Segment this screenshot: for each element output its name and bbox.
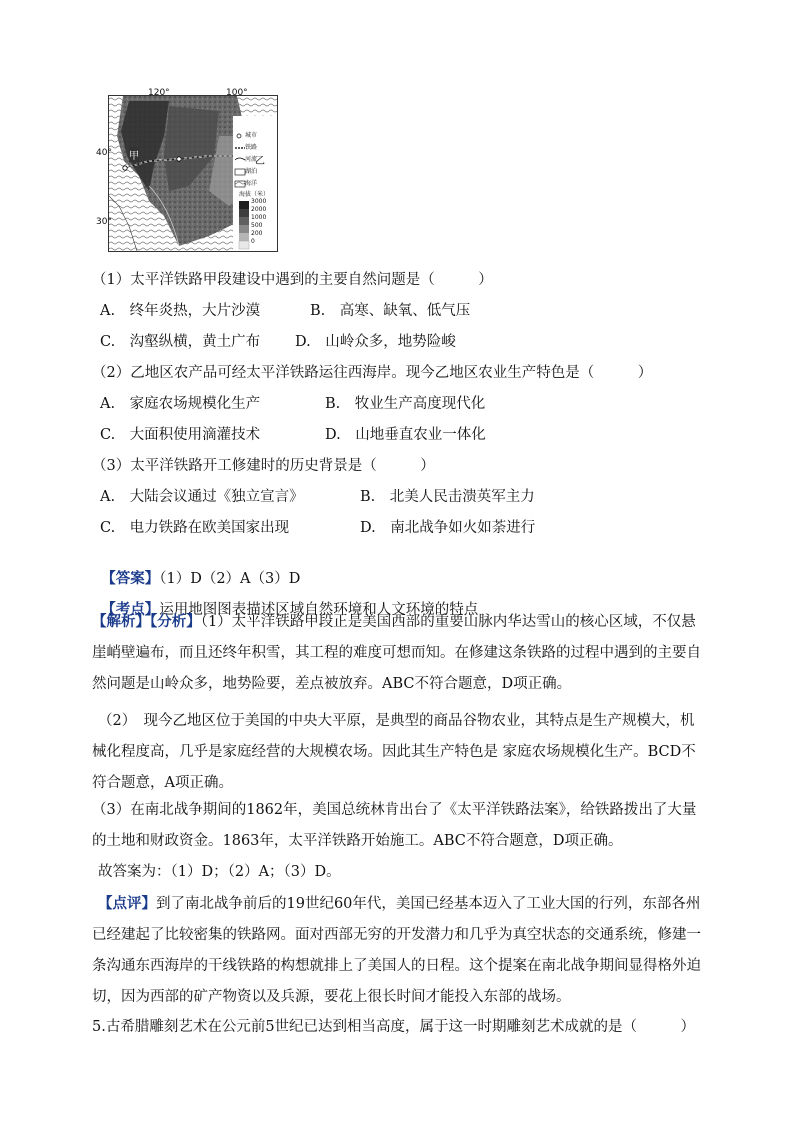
q1-option-a: A. 终年炎热，大片沙漠 [100, 303, 261, 319]
city-west [123, 166, 127, 170]
q3-option-b: B. 北美人民击溃英军主力 [360, 489, 535, 505]
jiexi-paragraph-1: 【解析】【分析】（1）太平洋铁路甲段正是美国西部的重要山脉内华达雪山的核心区域，不仅悬崖峭壁遍布，而且还终年积雪，其工程的难度可想而知。在修建这条铁路的过程中遇到的主要自然问题是山岭众多，地势险要，差点被放弃。ABC不符合题意，D项正确。 [92, 613, 701, 692]
legend-lake: 湖泊 [245, 168, 258, 175]
elev-1000-swatch [239, 217, 249, 225]
city-legend-icon [237, 134, 241, 138]
q1-option-c: C. 沟壑纵横，黄土广布 [100, 334, 261, 350]
answer-tag: 【答案】 [101, 570, 160, 587]
jiexi-conclusion: 故答案为：（1）D；（2）A；（3）D。 [98, 864, 341, 880]
dianping-tag: 【点评】 [98, 895, 156, 912]
kaodian-text: 运用地图图表描述区域自然环境和人文环境的特点 [159, 602, 479, 618]
elev-0-swatch [239, 241, 249, 249]
elev-3000-swatch [239, 201, 249, 209]
q1-option-d: D. 山岭众多，地势险峻 [295, 334, 456, 350]
elev-500-swatch [239, 225, 249, 233]
elevation-values: 3000 2000 1000 500 200 0 [251, 198, 267, 245]
jiexi-paragraph-3: （3）在南北战争期间的1862年，美国总统林肯出台了《太平洋铁路法案》，给铁路拨出了大量的土地和财政资金。1863年，太平洋铁路开始施工。ABC不符合题意，D项正确。 [92, 802, 697, 849]
elev-200-swatch [239, 233, 249, 241]
q1-stem: （1）太平洋铁路甲段建设中遇到的主要自然问题是（ ） [92, 272, 493, 288]
answer-text: （1）D（2）A（3）D [159, 571, 301, 587]
q3-stem: （3）太平洋铁路开工修建时的历史背景是（ ） [92, 458, 435, 474]
lat-label-40: 40° [96, 148, 112, 158]
legend-railway: 铁路 [245, 144, 258, 151]
q2-option-d: D. 山地垂直农业一体化 [325, 427, 486, 443]
dianping-paragraph: 【点评】到了南北战争前后的19世纪60年代，美国已经基本迈入了工业大国的行列，东部各州已经建起了比较密集的铁路网。面对西部无穷的开发潜力和几乎为真空状态的交通系统，修建一条沟通东西海岸的干线铁路的构想就排上了美国人的日程。这个提案在南北战争期间显得格外迫切，因为西部的矿产物资以及兵源，要花上很长时间才能投入东部的战场。 [92, 895, 701, 1005]
legend-sea: 海洋 [245, 180, 258, 187]
place-jia: 甲 [129, 147, 139, 162]
elev-2000-swatch [239, 209, 249, 217]
place-yi: 乙 [255, 152, 265, 167]
q3-option-c: C. 电力铁路在欧美国家出现 [100, 520, 290, 536]
jiexi-tag: 【解析】【分析】 [92, 613, 201, 630]
elevation-title: 海拔（米） [239, 191, 270, 198]
lon-label-120: 120° [148, 88, 170, 98]
lat-label-30: 30° [96, 217, 112, 227]
q3-option-a: A. 大陆会议通过《独立宣言》 [100, 489, 304, 505]
q5-stem: 5.古希腊雕刻艺术在公元前5世纪已达到相当高度，属于这一时期雕刻艺术成就的是（ ） [92, 1019, 696, 1035]
legend-labels [245, 130, 257, 190]
q1-option-b: B. 高寒、缺氧、低气压 [310, 303, 471, 319]
sea-legend-icon [235, 181, 245, 187]
jiexi-paragraph-2: （2） 现今乙地区位于美国的中央大平原，是典型的商品谷物农业，其特点是生产规模大，机械化程度高，几乎是家庭经营的大规模农场。因此其生产特色是 家庭农场规模化生产。BCD不符合题意，A项正确。 [92, 713, 696, 791]
q2-option-a: A. 家庭农场规模化生产 [100, 396, 261, 412]
city-mid [177, 157, 181, 161]
q3-option-d: D. 南北战争如火如荼进行 [360, 520, 536, 536]
legend-city: 城市 [245, 132, 258, 139]
q2-stem: （2）乙地区农产品可经太平洋铁路运往西海岸。现今乙地区农业生产特色是（ ） [92, 365, 653, 381]
q2-option-b: B. 牧业生产高度现代化 [325, 396, 486, 412]
legend-river: 河流 [245, 156, 258, 163]
kaodian-tag: 【考点】 [101, 601, 160, 618]
lon-label-100: 100° [226, 88, 248, 98]
lake-legend-icon [235, 169, 245, 175]
q2-option-c: C. 大面积使用滴灌技术 [100, 427, 261, 443]
